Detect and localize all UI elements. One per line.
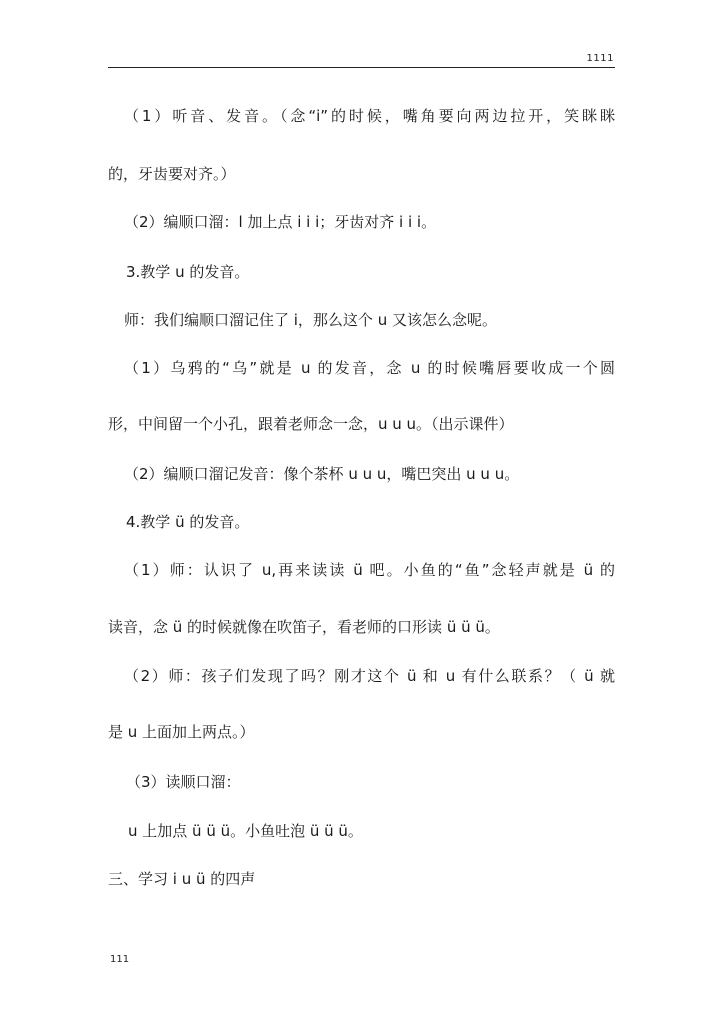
- text-line: （2）师：孩子们发现了吗？刚才这个 ü 和 u 有什么联系？（ ü 就: [124, 667, 615, 685]
- text-line: 3.教学 u 的发音。: [126, 263, 250, 281]
- text-line: （2）编顺口溜：l 加上点 i i i；牙齿对齐 i i i。: [124, 213, 437, 231]
- text-line: 形，中间留一个小孔，跟着老师念一念，u u u。（出示课件）: [108, 415, 514, 433]
- text-line: （1）乌鸦的“乌”就是 u 的发音，念 u 的时候嘴唇要收成一个圆: [124, 359, 615, 377]
- text-line: 的，牙齿要对齐。）: [108, 165, 236, 183]
- text-line: （1）听音、发音。（念“i”的时候，嘴角要向两边拉开，笑眯眯: [124, 107, 615, 125]
- text-line: （3）读顺口溜：: [126, 773, 241, 791]
- text-line: （2）编顺口溜记发音：像个茶杯 u u u，嘴巴突出 u u u。: [124, 465, 520, 483]
- text-line: u 上加点 ü ü ü。小鱼吐泡 ü ü ü。: [128, 822, 363, 840]
- header-page-number: 1111: [586, 53, 614, 64]
- text-line: 读音，念 ü 的时候就像在吹笛子，看老师的口形读 ü ü ü。: [108, 618, 500, 636]
- header-rule: [108, 67, 615, 68]
- text-line: 4.教学 ü 的发音。: [126, 513, 250, 531]
- section-heading: 三、学习 i u ü 的四声: [108, 870, 256, 888]
- text-line: 是 u 上面加上两点。）: [108, 723, 255, 741]
- footer-page-number: 111: [110, 954, 130, 965]
- text-line: 师：我们编顺口溜记住了 i，那么这个 u 又该怎么念呢。: [124, 311, 497, 329]
- text-line: （1）师：认识了 u,再来读读 ü 吧。小鱼的“鱼”念轻声就是 ü 的: [124, 561, 615, 579]
